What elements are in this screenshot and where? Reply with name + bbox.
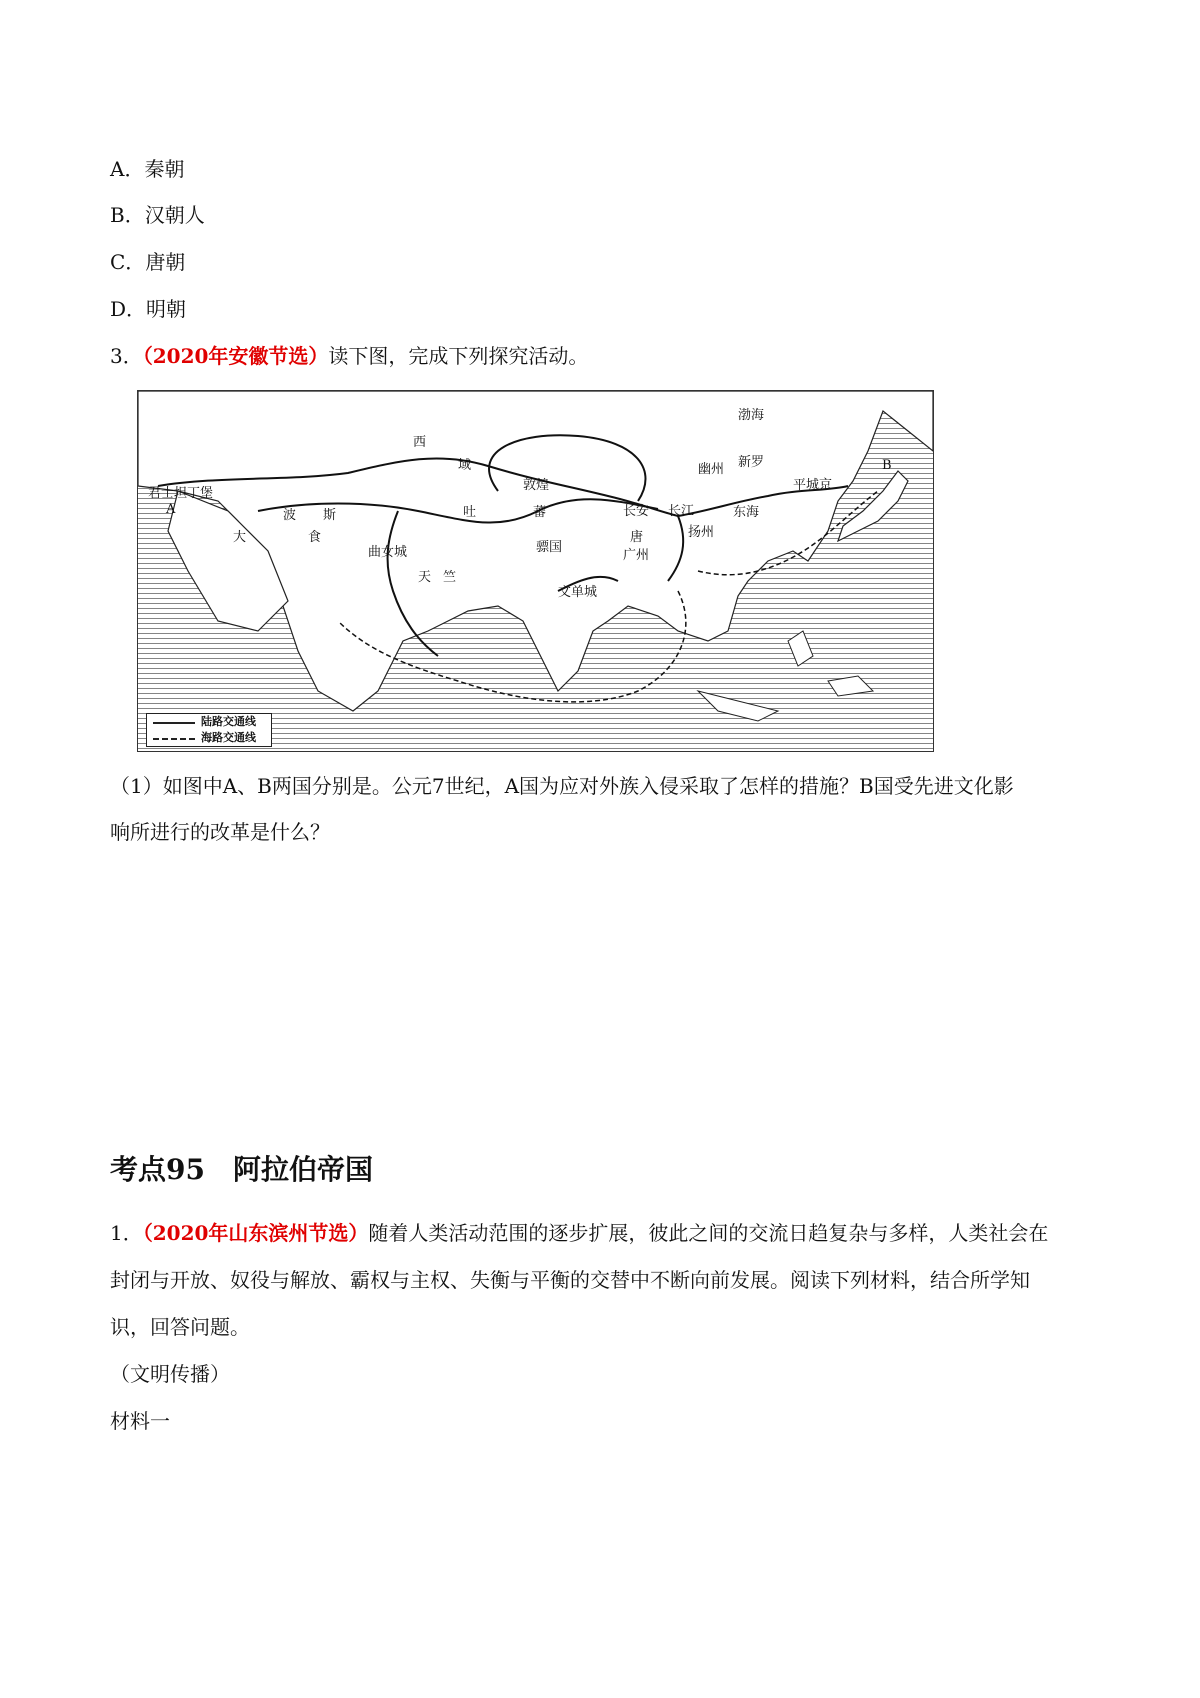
label-donghai: 东海	[733, 505, 760, 520]
label-xinluo: 新罗	[738, 455, 765, 470]
question-source: （2020年安徽节选）	[142, 344, 329, 368]
map-legend	[146, 713, 272, 747]
label-dunhuang: 敦煌	[523, 478, 550, 493]
option-b: B．汉朝人	[110, 203, 205, 227]
label-quniucheng: 曲女城	[368, 545, 408, 560]
historical-map	[138, 391, 933, 751]
option-a: A．秦朝	[110, 157, 185, 181]
question-number: 1．	[110, 1221, 143, 1245]
label-a: A	[166, 502, 176, 517]
subquestion-line-1: （1）如图中A、B两国分别是。公元7世纪，A国为应对外族入侵采取了怎样的措施？B国受先进文化影	[110, 774, 1014, 798]
label-wendancheng: 文单城	[558, 585, 598, 600]
label-bo: 波	[283, 508, 297, 523]
label-si: 斯	[323, 508, 337, 523]
question-1-line-2: 封闭与开放、奴役与解放、霸权与主权、失衡与平衡的交替中不断向前发展。阅读下列材料，结合所学知	[110, 1268, 1030, 1292]
map-figure	[137, 390, 934, 752]
question-3	[110, 342, 588, 370]
question-source: （2020年山东滨州节选）	[142, 1221, 369, 1245]
label-youzhou: 幽州	[698, 462, 725, 477]
label-da: 大	[233, 530, 247, 545]
section-heading: 考点95 阿拉伯帝国	[110, 1153, 373, 1186]
label-changan: 长安	[623, 504, 650, 519]
label-yangzhou: 扬州	[688, 525, 715, 540]
label-changjiang: 长江	[668, 504, 695, 519]
label-zhu: 竺	[443, 570, 457, 585]
label-yu: 域	[458, 458, 472, 473]
label-bohai: 渤海	[738, 408, 765, 423]
question-number: 3．	[110, 344, 143, 368]
legend-sea-route: 海路交通线	[147, 730, 271, 746]
label-piao: 骠国	[536, 540, 563, 555]
option-c: C．唐朝	[110, 250, 186, 274]
label-bo2: 蕃	[533, 505, 547, 520]
label-tianzhu: 天	[418, 570, 432, 585]
label-tu: 吐	[463, 505, 477, 520]
label-b: B	[882, 458, 892, 473]
legend-land-route: 陆路交通线	[147, 714, 271, 730]
label-xi: 西	[413, 435, 427, 450]
label-guangzhou: 广州	[623, 548, 650, 563]
label-tang: 唐	[630, 530, 644, 545]
question-1-line-3: 识，回答问题。	[110, 1315, 250, 1339]
label-constantinople: 君士坦丁堡	[148, 486, 214, 501]
subquestion-line-2: 响所进行的改革是什么？	[110, 820, 330, 844]
question-1-line-1: 1．（2020年山东滨州节选）随着人类活动范围的逐步扩展，彼此之间的交流日趋复杂与多样，人类社会在	[110, 1221, 1049, 1245]
question-prompt: 读下图，完成下列探究活动。	[328, 344, 589, 368]
option-d: D．明朝	[110, 297, 187, 321]
label-shi: 食	[308, 530, 322, 545]
category-label: （文明传播）	[110, 1362, 230, 1386]
material-label: 材料一	[110, 1409, 170, 1433]
label-pingchengjing: 平城京	[793, 478, 833, 493]
